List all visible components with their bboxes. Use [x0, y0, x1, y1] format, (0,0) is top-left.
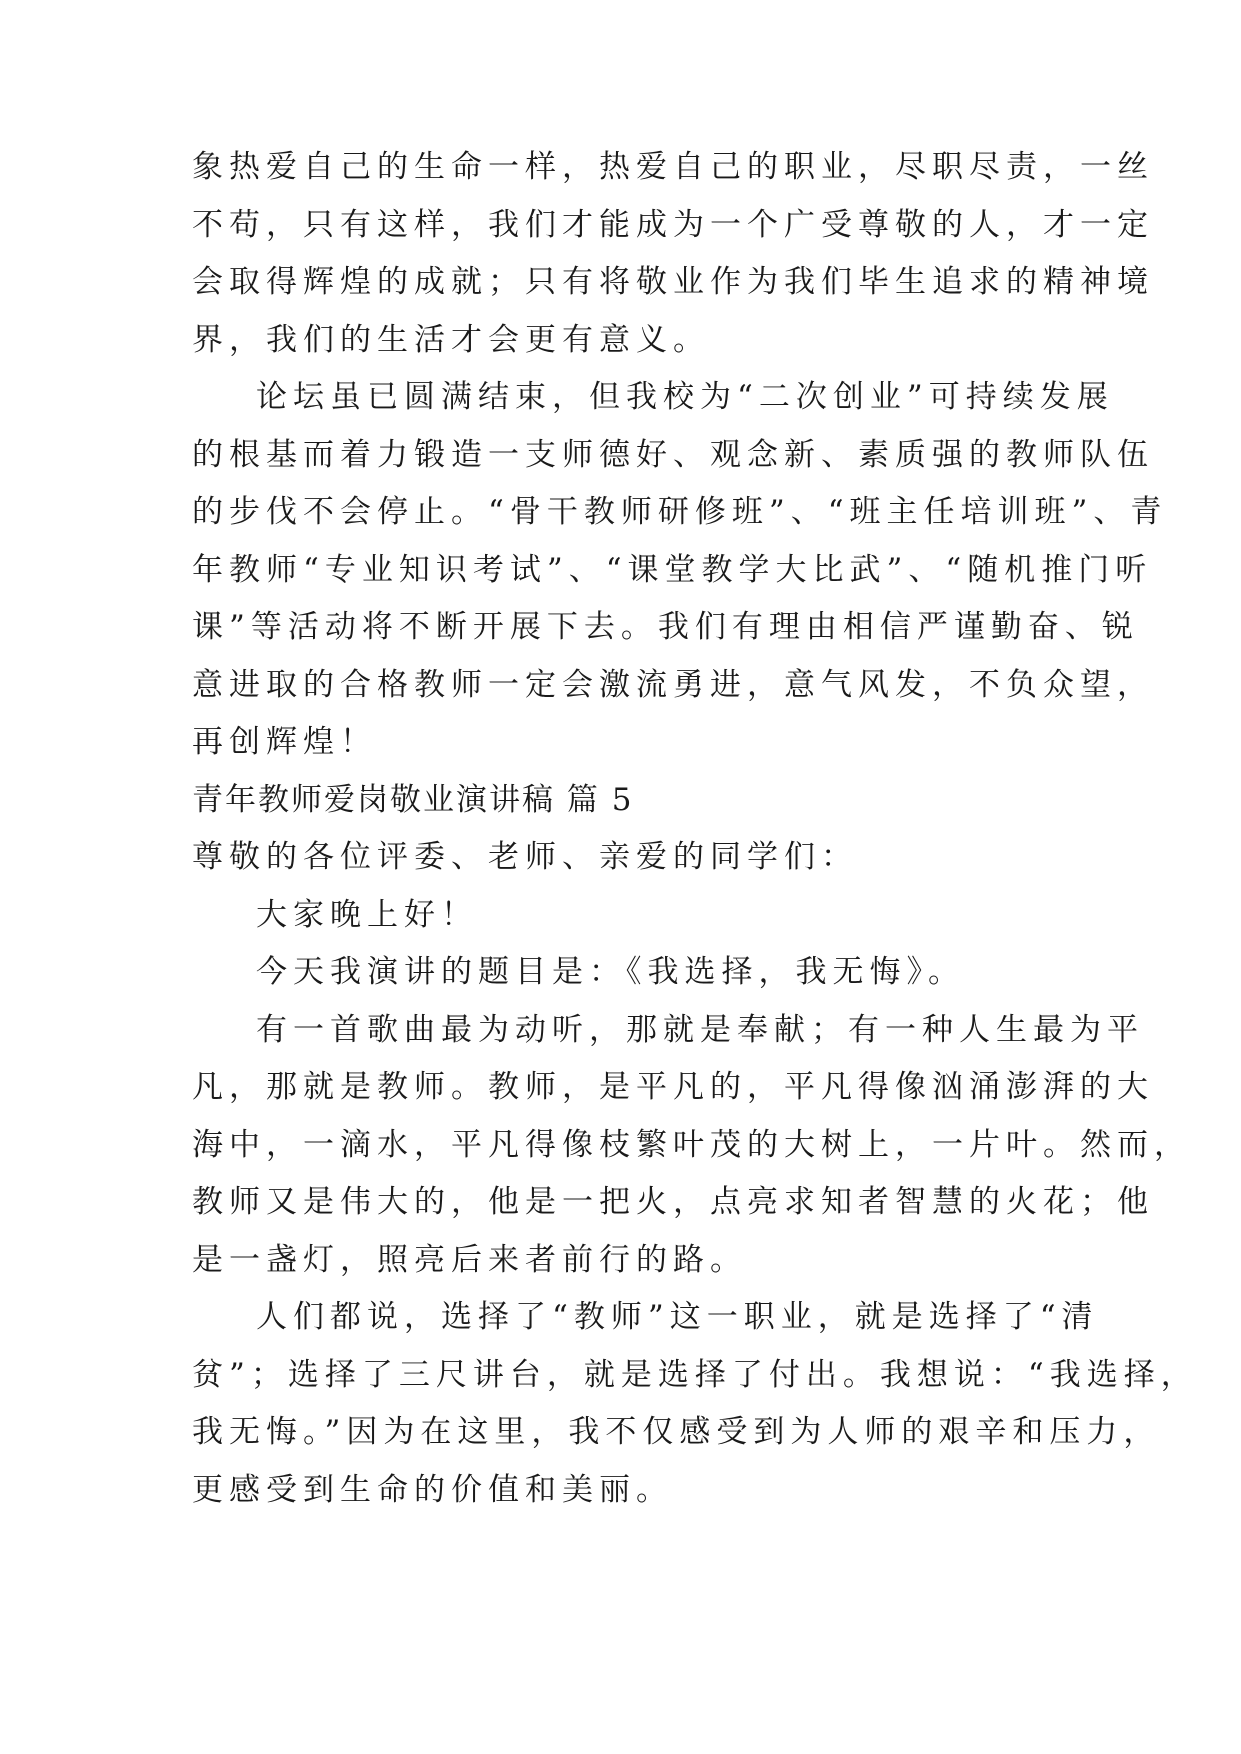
section-title: 青年教师爱岗敬业演讲稿 篇 5	[192, 781, 634, 818]
paragraph-line: 意进取的合格教师一定会激流勇进，意气风发，不负众望，	[192, 666, 1154, 703]
paragraph-line: 再创辉煌！	[192, 724, 377, 760]
paragraph-line: 我无悔。”因为在这里，我不仅感受到为人师的艰辛和压力，	[192, 1414, 1161, 1450]
paragraph-line: 会取得辉煌的成就；只有将敬业作为我们毕生追求的精神境	[192, 264, 1154, 300]
paragraph-line: 的根基而着力锻造一支师德好、观念新、素质强的教师队伍	[192, 436, 1154, 473]
paragraph-line: 贫”；选择了三尺讲台，就是选择了付出。我想说：“我选择，	[192, 1356, 1198, 1393]
paragraph-line: 更感受到生命的价值和美丽。	[192, 1471, 673, 1508]
paragraph-line: 年教师“专业知识考试”、“课堂教学大比武”、“随机推门听	[192, 551, 1153, 588]
paragraph-line: 象热爱自己的生命一样，热爱自己的职业，尽职尽责，一丝	[192, 149, 1154, 185]
paragraph-line: 界，我们的生活才会更有意义。	[192, 321, 710, 358]
paragraph-line: 论坛虽已圆满结束，但我校为“二次创业”可持续发展	[256, 379, 1114, 415]
paragraph-line: 凡，那就是教师。教师，是平凡的，平凡得像汹涌澎湃的大	[192, 1069, 1154, 1105]
paragraph-line: 是一盏灯，照亮后来者前行的路。	[192, 1241, 747, 1278]
paragraph-line: 不苟，只有这样，我们才能成为一个广受尊敬的人，才一定	[192, 206, 1154, 243]
paragraph-line: 教师又是伟大的，他是一把火，点亮求知者智慧的火花；他	[192, 1184, 1154, 1220]
paragraph-line: 课”等活动将不断开展下去。我们有理由相信严谨勤奋、锐	[192, 609, 1139, 645]
paragraph-line: 人们都说，选择了“教师”这一职业，就是选择了“清	[256, 1299, 1099, 1335]
paragraph-line: 海中，一滴水，平凡得像枝繁叶茂的大树上，一片叶。然而，	[192, 1126, 1191, 1163]
document-body	[192, 139, 1198, 1519]
speech-topic: 今天我演讲的题目是：《我选择，我无悔》。	[256, 954, 965, 990]
greeting: 大家晚上好！	[256, 896, 478, 933]
paragraph-line: 的步伐不会停止。“骨干教师研修班”、“班主任培训班”、青	[192, 494, 1168, 530]
paragraph-line: 有一首歌曲最为动听，那就是奉献；有一种人生最为平	[256, 1011, 1144, 1048]
salutation: 尊敬的各位评委、老师、亲爱的同学们：	[192, 839, 858, 875]
